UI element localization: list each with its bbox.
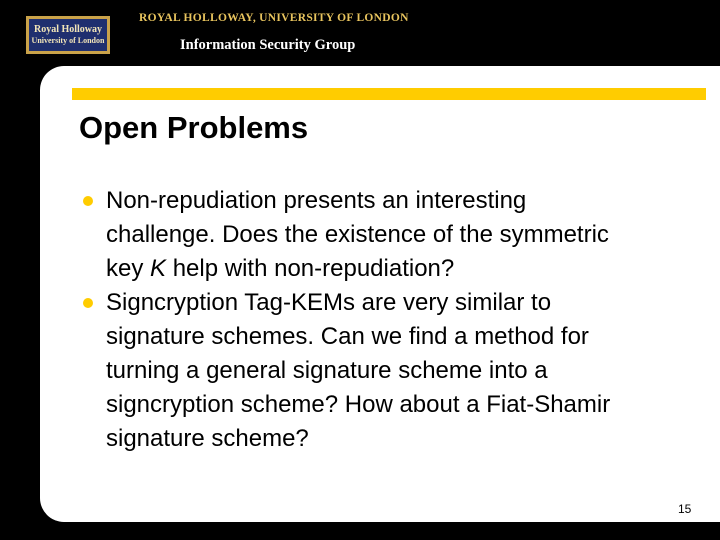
university-name: ROYAL HOLLOWAY, UNIVERSITY OF LONDON [139, 12, 409, 24]
bullet-line: challenge. Does the existence of the symmetric [106, 221, 609, 248]
slide-title: Open Problems [79, 110, 309, 145]
bullet-line: Signcryption Tag-KEMs are very similar to [106, 289, 552, 316]
royal-holloway-logo [26, 16, 110, 54]
logo-line-1: Royal Holloway [33, 24, 103, 35]
group-banner [172, 36, 380, 56]
page-number: 15 [678, 502, 692, 516]
bullet-text: key [106, 255, 151, 282]
slide-header [0, 0, 720, 66]
bullet-line: Non-repudiation presents an interesting [106, 187, 527, 214]
bullet-item [80, 184, 705, 286]
bullet-line: signature scheme? [106, 425, 309, 452]
bullet-list [80, 184, 705, 456]
bullet-item [80, 286, 705, 456]
logo-line-2: University of London [31, 36, 105, 45]
bullet-dot-icon [83, 196, 93, 206]
bullet-line: signcryption scheme? How about a Fiat-Shamir [106, 391, 611, 418]
bullet-line: turning a general signature scheme into a [106, 357, 548, 384]
bullet-dot-icon [83, 298, 93, 308]
bullet-line [106, 252, 705, 286]
bullet-line: signature schemes. Can we find a method for [106, 323, 589, 350]
variable-k: K [150, 255, 167, 282]
bullet-text: help with non-repudiation? [166, 255, 455, 282]
group-name: Information Security Group [180, 37, 356, 53]
accent-bar [72, 88, 706, 100]
